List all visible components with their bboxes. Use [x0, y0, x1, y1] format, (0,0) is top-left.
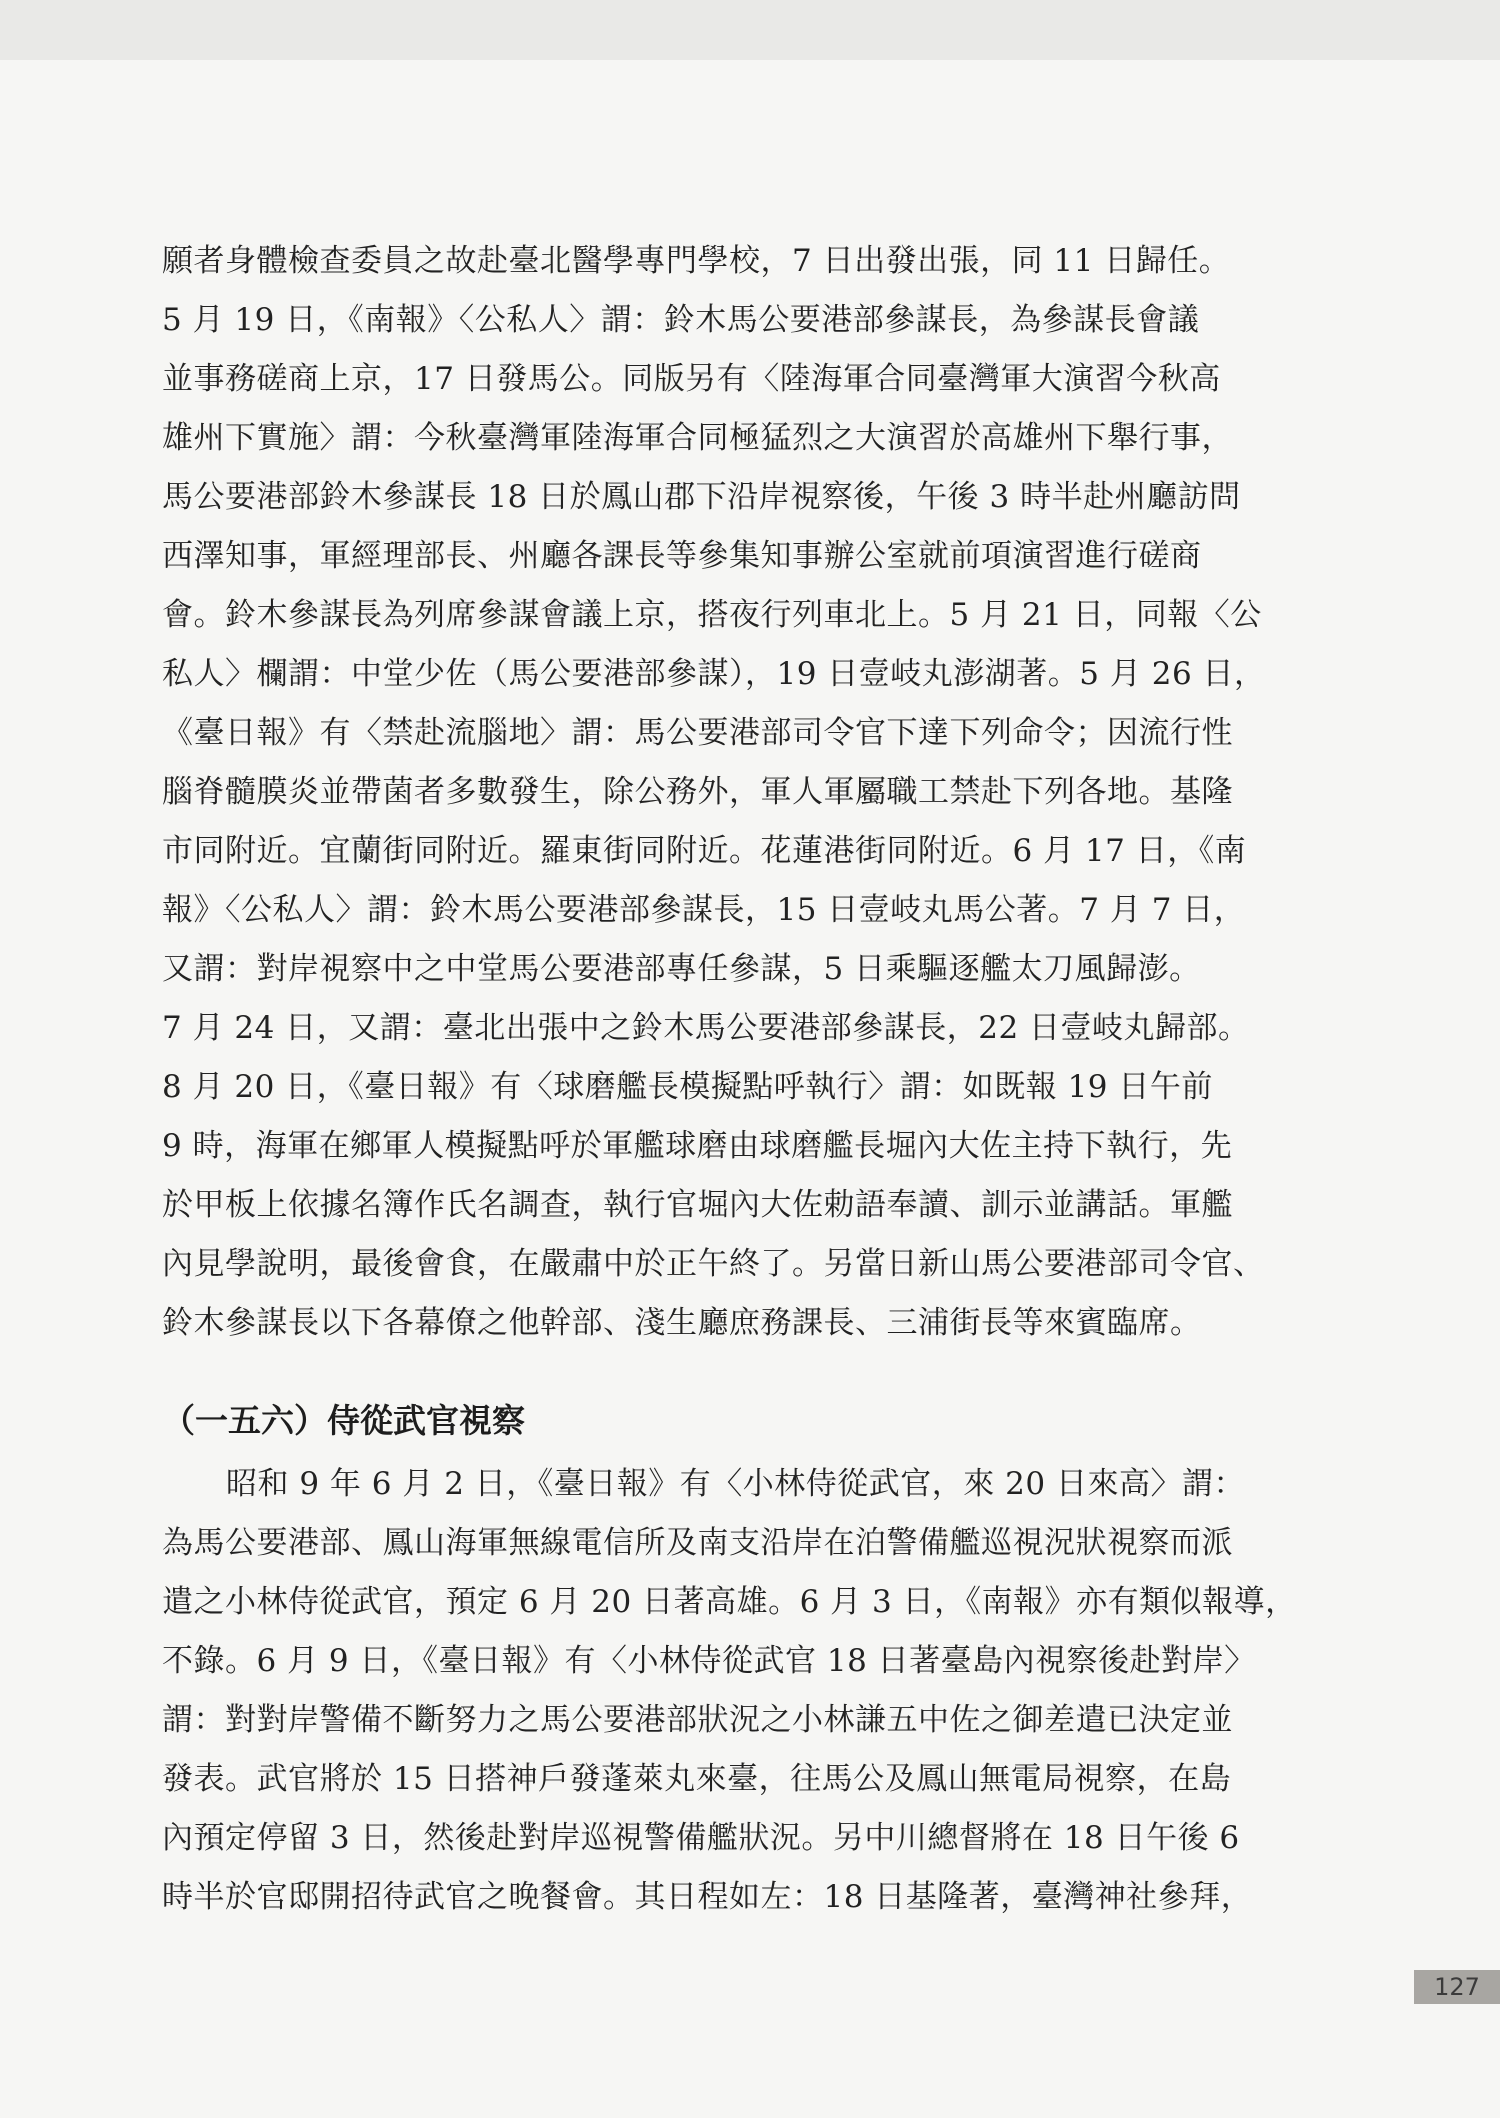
body-paragraph-1: [162, 232, 1288, 1353]
scan-top-band: [0, 0, 1500, 60]
text-line: 內見學說明，最後會食，在嚴肅中於正午終了。另當日新山馬公要港部司令官、: [162, 1246, 1265, 1282]
text-line: 報》〈公私人〉謂：鈴木馬公要港部參謀長，15 日壹岐丸馬公著。7 月 7 日，: [162, 892, 1246, 928]
text-line: 並事務磋商上京，17 日發馬公。同版另有〈陸海軍合同臺灣軍大演習今秋高: [162, 361, 1221, 397]
text-line: 西澤知事，軍經理部長、州廳各課長等參集知事辦公室就前項演習進行磋商: [162, 538, 1202, 574]
text-line: 9 時，海軍在鄉軍人模擬點呼於軍艦球磨由球磨艦長堀內大佐主持下執行，先: [162, 1128, 1233, 1164]
text-line: 腦脊髓膜炎並帶菌者多數發生，除公務外，軍人軍屬職工禁赴下列各地。基隆: [162, 774, 1233, 810]
text-line: 5 月 19 日，《南報》〈公私人〉謂：鈴木馬公要港部參謀長，為參謀長會議: [162, 302, 1200, 338]
body-paragraph-2: [162, 1455, 1297, 1927]
text-line: 又謂：對岸視察中之中堂馬公要港部專任參謀，5 日乘驅逐艦太刀風歸澎。: [162, 951, 1201, 987]
page-number: 127: [1414, 1970, 1500, 2004]
text-line: 8 月 20 日，《臺日報》有〈球磨艦長模擬點呼執行〉謂：如既報 19 日午前: [162, 1069, 1213, 1105]
text-line: 雄州下實施〉謂：今秋臺灣軍陸海軍合同極猛烈之大演習於高雄州下舉行事，: [162, 420, 1233, 456]
text-line: 時半於官邸開招待武官之晚餐會。其日程如左：18 日基隆著，臺灣神社參拜，: [162, 1879, 1253, 1915]
page-content: [162, 232, 1297, 1927]
text-line: 《臺日報》有〈禁赴流腦地〉謂：馬公要港部司令官下達下列命令；因流行性: [162, 715, 1233, 751]
text-line: 願者身體檢查委員之故赴臺北醫學專門學校，7 日出發出張，同 11 日歸任。: [162, 243, 1231, 279]
text-line: 鈴木參謀長以下各幕僚之他幹部、淺生廳庶務課長、三浦街長等來賓臨席。: [162, 1305, 1202, 1341]
text-line: 發表。武官將於 15 日搭神戶發蓬萊丸來臺，往馬公及鳳山無電局視察，在島: [162, 1761, 1232, 1797]
text-line: 不錄。6 月 9 日，《臺日報》有〈小林侍從武官 18 日著臺島內視察後赴對岸〉: [162, 1643, 1256, 1679]
text-line: 市同附近。宜蘭街同附近。羅東街同附近。花蓮港街同附近。6 月 17 日，《南: [162, 833, 1247, 869]
text-line: 遣之小林侍從武官，預定 6 月 20 日著高雄。6 月 3 日，《南報》亦有類似報導，: [162, 1584, 1297, 1620]
text-line: 會。鈴木參謀長為列席參謀會議上京，搭夜行列車北上。5 月 21 日，同報〈公: [162, 597, 1262, 633]
section-heading: （一五六）侍從武官視察: [162, 1401, 525, 1440]
text-line: 7 月 24 日，又謂：臺北出張中之鈴木馬公要港部參謀長，22 日壹岐丸歸部。: [162, 1010, 1250, 1046]
text-line: 內預定停留 3 日，然後赴對岸巡視警備艦狀況。另中川總督將在 18 日午後 6: [162, 1820, 1240, 1856]
text-line: 馬公要港部鈴木參謀長 18 日於鳳山郡下沿岸視察後，午後 3 時半赴州廳訪問: [162, 479, 1241, 515]
text-line: 謂：對對岸警備不斷努力之馬公要港部狀況之小林謙五中佐之御差遣已決定並: [162, 1702, 1233, 1738]
text-line: 私人〉欄謂：中堂少佐（馬公要港部參謀），19 日壹岐丸澎湖著。5 月 26 日，: [162, 656, 1266, 692]
text-line: 於甲板上依據名簿作氏名調查，執行官堀內大佐勅語奉讀、訓示並講話。軍艦: [162, 1187, 1233, 1223]
text-line: 為馬公要港部、鳳山海軍無線電信所及南支沿岸在泊警備艦巡視況狀視察而派: [162, 1525, 1233, 1561]
text-line: 昭和 9 年 6 月 2 日，《臺日報》有〈小林侍從武官，來 20 日來高〉謂：: [226, 1466, 1245, 1502]
